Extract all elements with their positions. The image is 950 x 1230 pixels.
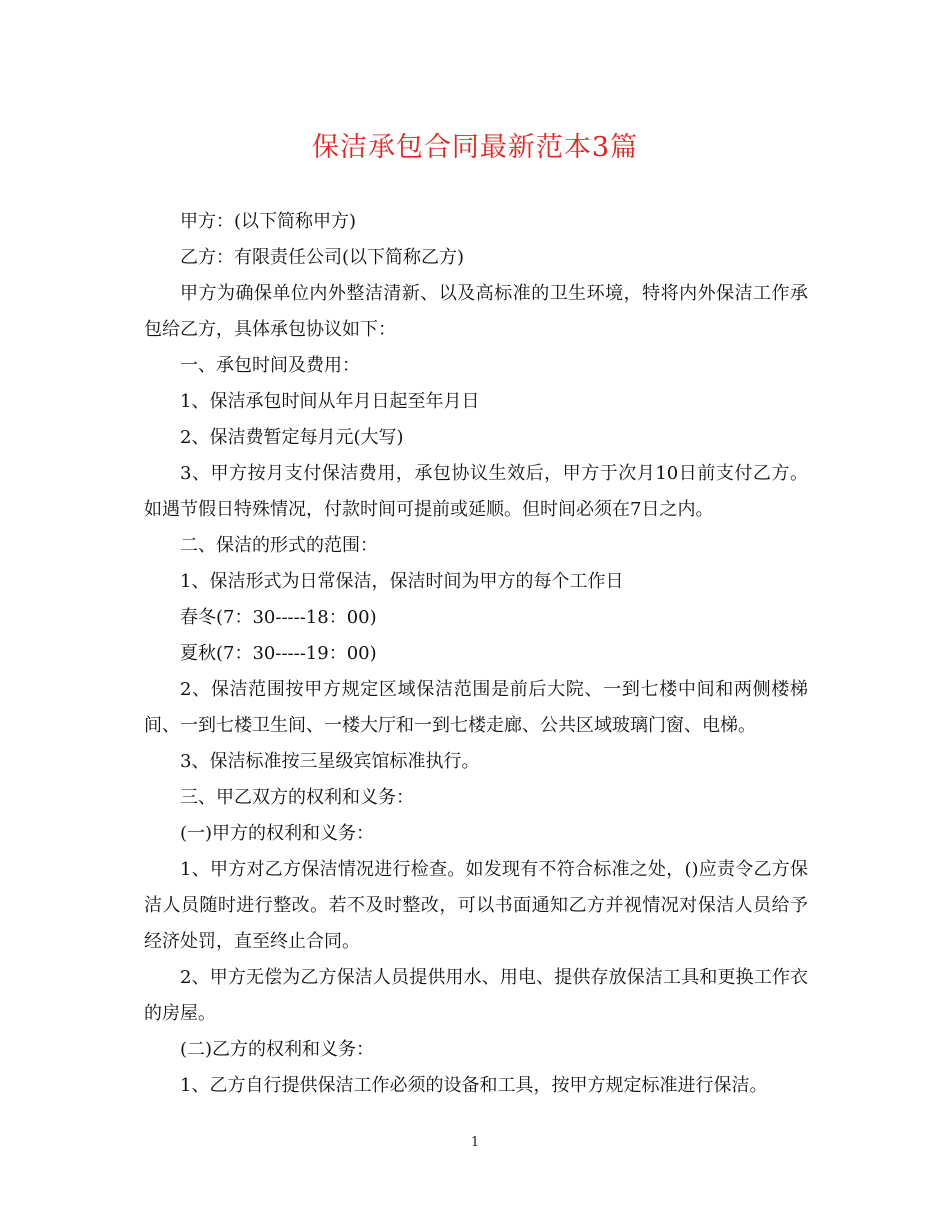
document-body <box>144 204 808 1104</box>
paragraph: (一)甲方的权利和义务： <box>180 823 375 844</box>
paragraph: 2、甲方无偿为乙方保洁人员提供用水、用电、提供存放保洁工具和更换工作衣的房屋。 <box>144 967 808 1024</box>
document-title: 保洁承包合同最新范本3篇 <box>311 132 639 163</box>
paragraph: 1、保洁承包时间从年月日起至年月日 <box>180 391 480 412</box>
paragraph: 甲方为确保单位内外整洁清新、以及高标准的卫生环境，特将内外保洁工作承包给乙方，具体承包协议如下： <box>144 283 808 340</box>
paragraph: 1、乙方自行提供保洁工作必须的设备和工具，按甲方规定标准进行保洁。 <box>180 1075 768 1096</box>
paragraph: 2、保洁范围按甲方规定区域保洁范围是前后大院、一到七楼中间和两侧楼梯间、一到七楼卫生间、一楼大厅和一到七楼走廊、公共区域玻璃门窗、电梯。 <box>144 679 808 736</box>
paragraph: 2、保洁费暂定每月元(大写) <box>180 427 404 448</box>
paragraph: 1、甲方对乙方保洁情况进行检查。如发现有不符合标准之处，()应责令乙方保洁人员随时进行整改。若不及时整改，可以书面通知乙方并视情况对保洁人员给予经济处罚，直至终止合同。 <box>144 859 808 952</box>
paragraph: 二、保洁的形式的范围： <box>180 535 378 556</box>
paragraph: 春冬(7：30-----18：00) <box>180 607 377 628</box>
paragraph: 3、甲方按月支付保洁费用，承包协议生效后，甲方于次月10日前支付乙方。如遇节假日特殊情况，付款时间可提前或延顺。但时间必须在7日之内。 <box>144 463 808 520</box>
paragraph: 夏秋(7：30-----19：00) <box>180 643 377 664</box>
paragraph: 一、承包时间及费用： <box>180 355 360 376</box>
paragraph: 乙方：有限责任公司(以下简称乙方) <box>180 247 465 268</box>
paragraph: (二)乙方的权利和义务： <box>180 1039 375 1060</box>
paragraph: 甲方：(以下简称甲方) <box>180 211 357 232</box>
paragraph: 三、甲乙双方的权利和义务： <box>180 787 414 808</box>
page-number: 1 <box>470 1135 480 1150</box>
paragraph: 1、保洁形式为日常保洁，保洁时间为甲方的每个工作日 <box>180 571 624 592</box>
paragraph: 3、保洁标准按三星级宾馆标准执行。 <box>180 751 480 772</box>
